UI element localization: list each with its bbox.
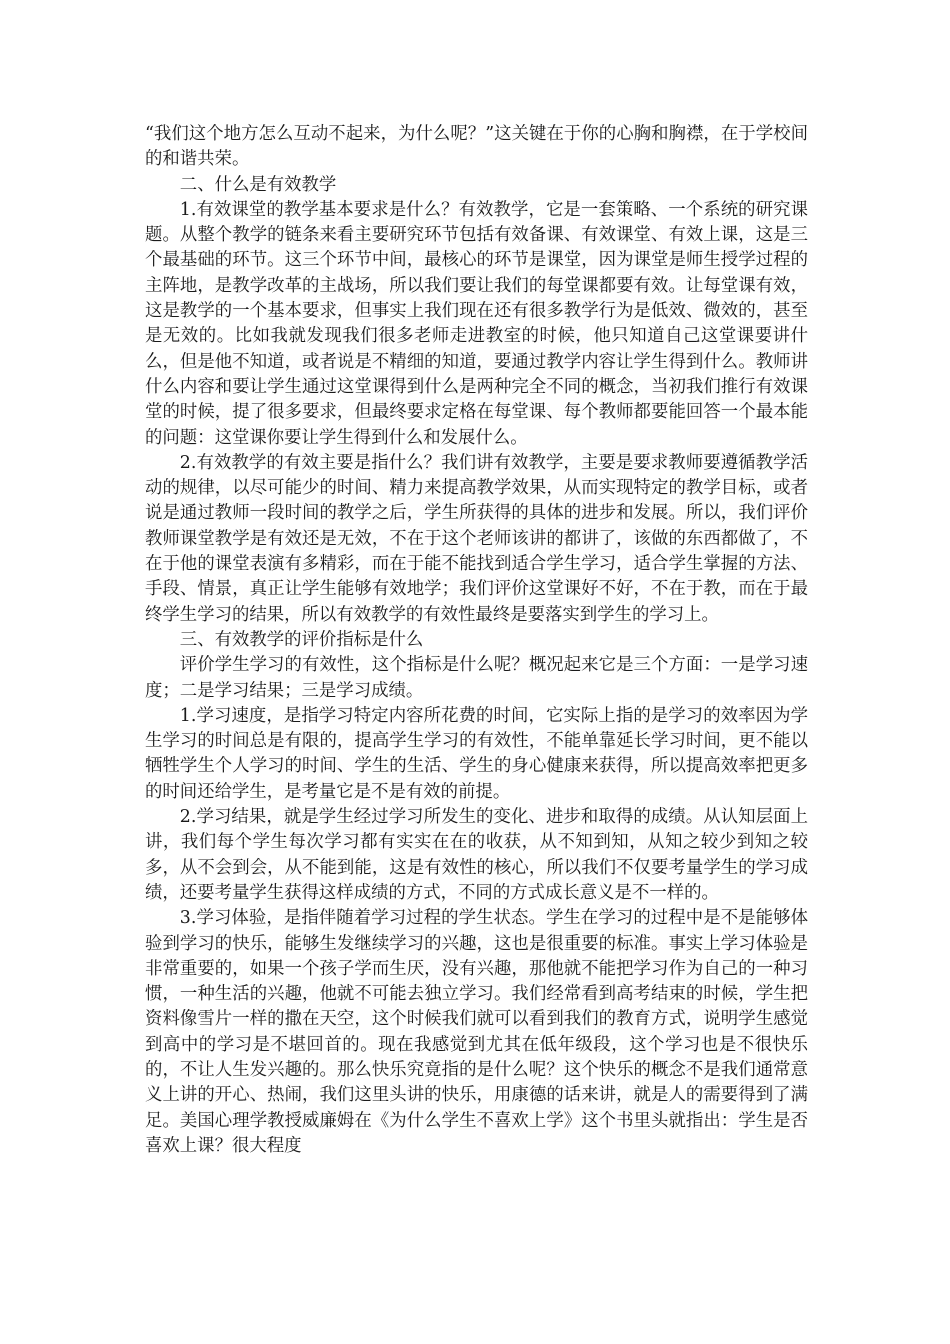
paragraph-learning-result: 2.学习结果，就是学生经过学习所发生的变化、进步和取得的成绩。从认知层面上讲，我们每个学生每次学习都有实实在在的收获，从不知到知，从知之较少到知之较多，从不会到会，从不能到能，这是有效性的核心，所以我们不仅要考量学生的学习成绩，还要考量学生获得这样成绩的方式，不同的方式成长意义是不一样的。 — [145, 807, 808, 903]
paragraph-indicators-overview: 评价学生学习的有效性，这个指标是什么呢？概况起来它是三个方面：一是学习速度；二是学习结果；三是学习成绩。 — [145, 655, 808, 701]
paragraph-meaning-of-effective: 2.有效教学的有效主要是指什么？我们讲有效教学，主要是要求教师要遵循教学活动的规律，以尽可能少的时间、精力来提高教学效果，从而实现特定的教学目标，或者说是通过教师一段时间的教学之后，学生所获得的具体的进步和发展。所以，我们评价教师课堂教学是有效还是无效，不在于这个老师该讲的都讲了，该做的东西都做了，不在于他的课堂表演有多精彩，而在于能不能找到适合学生学习，适合学生掌握的方法、手段、情景，真正让学生能够有效地学；我们评价这堂课好不好，不在于教，而在于最终学生学习的结果，所以有效教学的有效性最终是要落实到学生的学习上。 — [145, 452, 808, 625]
paragraph-basic-requirements: 1.有效课堂的教学基本要求是什么？有效教学，它是一套策略、一个系统的研究课题。从整个教学的链条来看主要研究环节包括有效备课、有效课堂、有效上课，这是三个最基础的环节。这三个环节中间，最核心的环节是课堂，因为课堂是师生授学过程的主阵地，是教学改革的主战场，所以我们要让我们的每堂课都要有效。让每堂课有效，这是教学的一个基本要求，但事实上我们现在还有很多教学行为是低效、微效的，甚至是无效的。比如我就发现我们很多老师走进教室的时候，他只知道自己这堂课要讲什么，但是他不知道，或者说是不精细的知道，要通过教学内容让学生得到什么。教师讲什么内容和要让学生通过这堂课得到什么是两种完全不同的概念，当初我们推行有效课堂的时候，提了很多要求，但最终要求定格在每堂课、每个教师都要能回答一个最本能的问题：这堂课你要让学生得到什么和发展什么。 — [145, 199, 808, 448]
paragraph-intro-continuation: “我们这个地方怎么互动不起来，为什么呢？”这关键在于你的心胸和胸襟，在于学校间的和谐共荣。 — [145, 124, 808, 170]
paragraph-learning-speed: 1.学习速度，是指学习特定内容所花费的时间，它实际上指的是学习的效率因为学生学习的时间总是有限的，提高学生学习的有效性，不能单靠延长学习时间，更不能以牺牲学生个人学习的时间、学生的生活、学生的身心健康来获得，所以提高效率把更多的时间还给学生，是考量它是不是有效的前提。 — [145, 705, 808, 802]
section-heading-what-is-effective-teaching: 二、什么是有效教学 — [179, 174, 337, 195]
section-heading-evaluation-indicators: 三、有效教学的评价指标是什么 — [179, 629, 424, 650]
paragraph-learning-experience: 3.学习体验，是指伴随着学习过程的学生状态。学生在学习的过程中是不是能够体验到学习的快乐，能够生发继续学习的兴趣，这也是很重要的标准。事实上学习体验是非常重要的，如果一个孩子学而生厌，没有兴趣，那他就不能把学习作为自己的一种习惯，一种生活的兴趣，他就不可能去独立学习。我们经常看到高考结束的时候，学生把资料像雪片一样的撒在天空，这个时候我们就可以看到我们的教育方式，说明学生感觉到高中的学习是不堪回首的。现在我感觉到尤其在低年级段，这个学习也是不很快乐的，不让人生发兴趣的。那么快乐究竟指的是什么呢？这个快乐的概念不是我们通常意义上讲的开心、热闹，我们这里头讲的快乐，用康德的话来讲，就是人的需要得到了满足。美国心理学教授威廉姆在《为什么学生不喜欢上学》这个书里头就指出：学生是否喜欢上课？很大程度 — [145, 908, 808, 1156]
document-page — [145, 122, 808, 1159]
